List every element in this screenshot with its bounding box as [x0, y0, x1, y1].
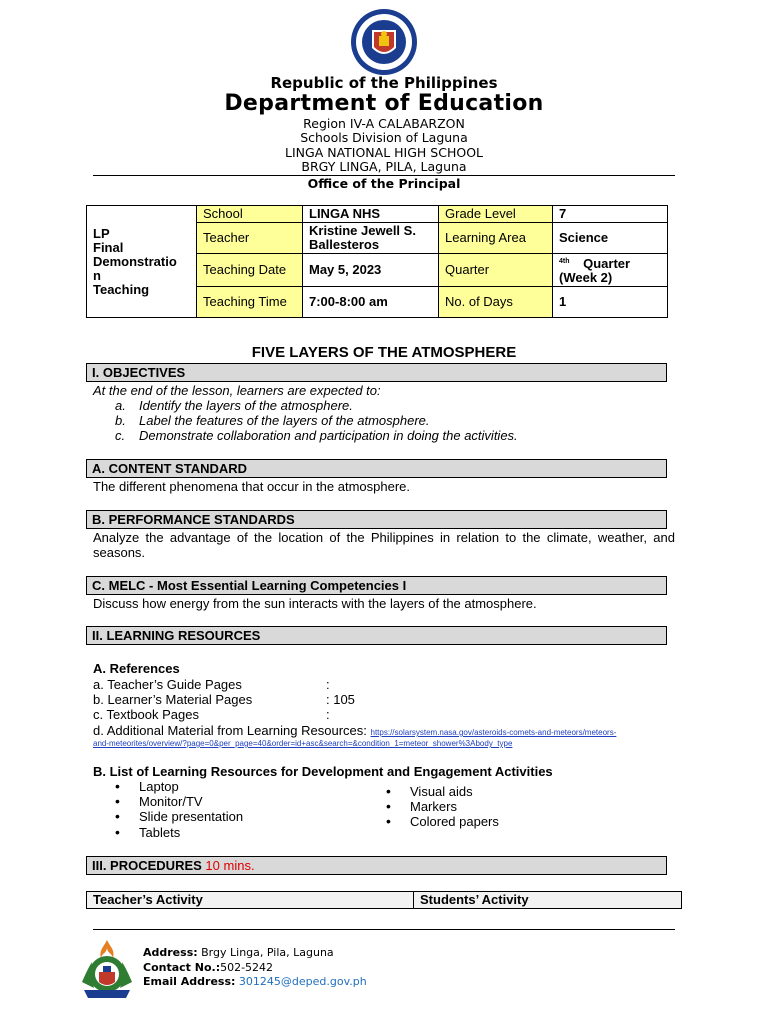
procedures-title: III. PROCEDURES [92, 858, 202, 873]
melc-text: Discuss how energy from the sun interacts with the layers of the atmosphere. [93, 596, 537, 611]
ref-label: a. Teacher’s Guide Pages [93, 677, 242, 692]
lp-line: Final [93, 239, 124, 255]
list-item: • Colored papers [386, 814, 586, 829]
email-link[interactable]: 301245@deped.gov.ph [238, 975, 367, 988]
performance-text: Analyze the advantage of the location of the Philippines in relation to the climate, weather, and seasons. [93, 530, 675, 560]
list-item [115, 398, 518, 413]
contact-value: 502-5242 [220, 961, 274, 974]
contact-label: Contact No.: [143, 961, 221, 974]
footer-email [143, 974, 367, 989]
performance-heading: B. PERFORMANCE STANDARDS [86, 510, 667, 529]
lp-line: LP [93, 225, 110, 241]
footer-address [143, 945, 334, 960]
office-line: Office of the Principal [307, 176, 461, 191]
students-activity-header: Students’ Activity [414, 892, 682, 909]
lp-line: Teaching [93, 281, 150, 297]
objectives-intro: At the end of the lesson, learners are expected to: [93, 383, 381, 398]
item-marker: b. [115, 413, 126, 428]
days-value: 1 [553, 287, 668, 318]
resource-list-left [115, 779, 315, 840]
resource-link-cont[interactable]: and-meteorites/overview/?page=0&per_page=40&order=id+asc&search=&condition_1=meteor_shower%3Abody_type [93, 739, 513, 748]
list-item: • Visual aids [386, 784, 586, 799]
quarter-label: Quarter [439, 254, 553, 287]
date-label: Teaching Date [197, 254, 303, 287]
lp-line: n [93, 267, 101, 283]
lesson-info-table [86, 205, 668, 318]
footer-divider [93, 929, 675, 930]
school-line: LINGA NATIONAL HIGH SCHOOL [285, 145, 483, 160]
item-text: Identify the layers of the atmosphere. [139, 398, 353, 413]
additional-label: d. Additional Material from Learning Resources: [93, 723, 367, 738]
area-value: Science [553, 223, 668, 254]
email-label: Email Address: [143, 975, 236, 988]
region-line: Region IV-A CALABARZON [303, 116, 465, 131]
grade-label: Grade Level [439, 206, 553, 223]
resource-list-heading: B. List of Learning Resources for Development and Engagement Activities [93, 764, 553, 779]
area-label: Learning Area [439, 223, 553, 254]
lesson-title: FIVE LAYERS OF THE ATMOSPHERE [251, 344, 517, 361]
melc-heading: C. MELC - Most Essential Learning Competencies I [86, 576, 667, 595]
quarter-week: (Week 2) [559, 270, 613, 286]
deped-seal-logo [346, 8, 422, 76]
references-heading: A. References [93, 661, 180, 676]
procedures-heading [86, 856, 667, 875]
school-value: LINGA NHS [303, 206, 439, 223]
teacher-label: Teacher [197, 223, 303, 254]
address-label: Address: [143, 946, 198, 959]
quarter-sup: 4th [559, 258, 570, 265]
resource-link[interactable]: https://solarsystem.nasa.gov/asteroids-comets-and-meteors/meteors- [370, 728, 617, 737]
item-marker: c. [115, 428, 126, 443]
time-label: Teaching Time [197, 287, 303, 318]
resources-heading: II. LEARNING RESOURCES [86, 626, 667, 645]
list-item: • Monitor/TV [115, 794, 315, 809]
list-item [115, 428, 518, 443]
school-label: School [197, 206, 303, 223]
division-line: Schools Division of Laguna [300, 130, 468, 145]
department-heading: Department of Education [224, 91, 544, 116]
address-line: BRGY LINGA, PILA, Laguna [301, 159, 467, 174]
objectives-heading: I. OBJECTIVES [86, 363, 667, 382]
item-text: Label the features of the layers of the atmosphere. [139, 413, 430, 428]
ref-row [93, 692, 393, 707]
grade-value: 7 [553, 206, 668, 223]
additional-material-row [93, 723, 616, 738]
ref-value: : [326, 707, 330, 722]
address-value: Brgy Linga, Pila, Laguna [201, 946, 334, 959]
list-item: • Slide presentation [115, 809, 315, 824]
footer-contact [143, 960, 273, 975]
item-marker: a. [115, 398, 126, 413]
procedures-duration: 10 mins. [205, 858, 255, 873]
list-item: • Markers [386, 799, 586, 814]
content-standard-text: The different phenomena that occur in the atmosphere. [93, 479, 411, 494]
list-item: • Tablets [115, 825, 315, 840]
ref-value: : 105 [326, 692, 355, 707]
ref-label: b. Learner’s Material Pages [93, 692, 253, 707]
time-value: 7:00-8:00 am [303, 287, 439, 318]
ref-value: : [326, 677, 330, 692]
teacher-value: Kristine Jewell S. Ballesteros [303, 223, 439, 254]
item-text: Demonstrate collaboration and participation in doing the activities. [139, 428, 518, 443]
lp-line: Demonstratio [93, 253, 177, 269]
content-standard-heading: A. CONTENT STANDARD [86, 459, 667, 478]
date-value: May 5, 2023 [303, 254, 439, 287]
list-item [115, 413, 518, 428]
ref-row [93, 677, 393, 692]
ref-label: c. Textbook Pages [93, 707, 199, 722]
quarter-value [553, 254, 668, 287]
list-item: • Laptop [115, 779, 315, 794]
objectives-list [115, 398, 518, 443]
days-label: No. of Days [439, 287, 553, 318]
republic-heading: Republic of the Philippines [270, 74, 498, 92]
activity-table [86, 891, 682, 909]
resource-list-right [386, 784, 586, 830]
school-logo [80, 938, 134, 1002]
teacher-activity-header: Teacher’s Activity [87, 892, 414, 909]
lp-cell [87, 206, 197, 318]
ref-row [93, 707, 393, 722]
quarter-word: Quarter [583, 256, 631, 272]
